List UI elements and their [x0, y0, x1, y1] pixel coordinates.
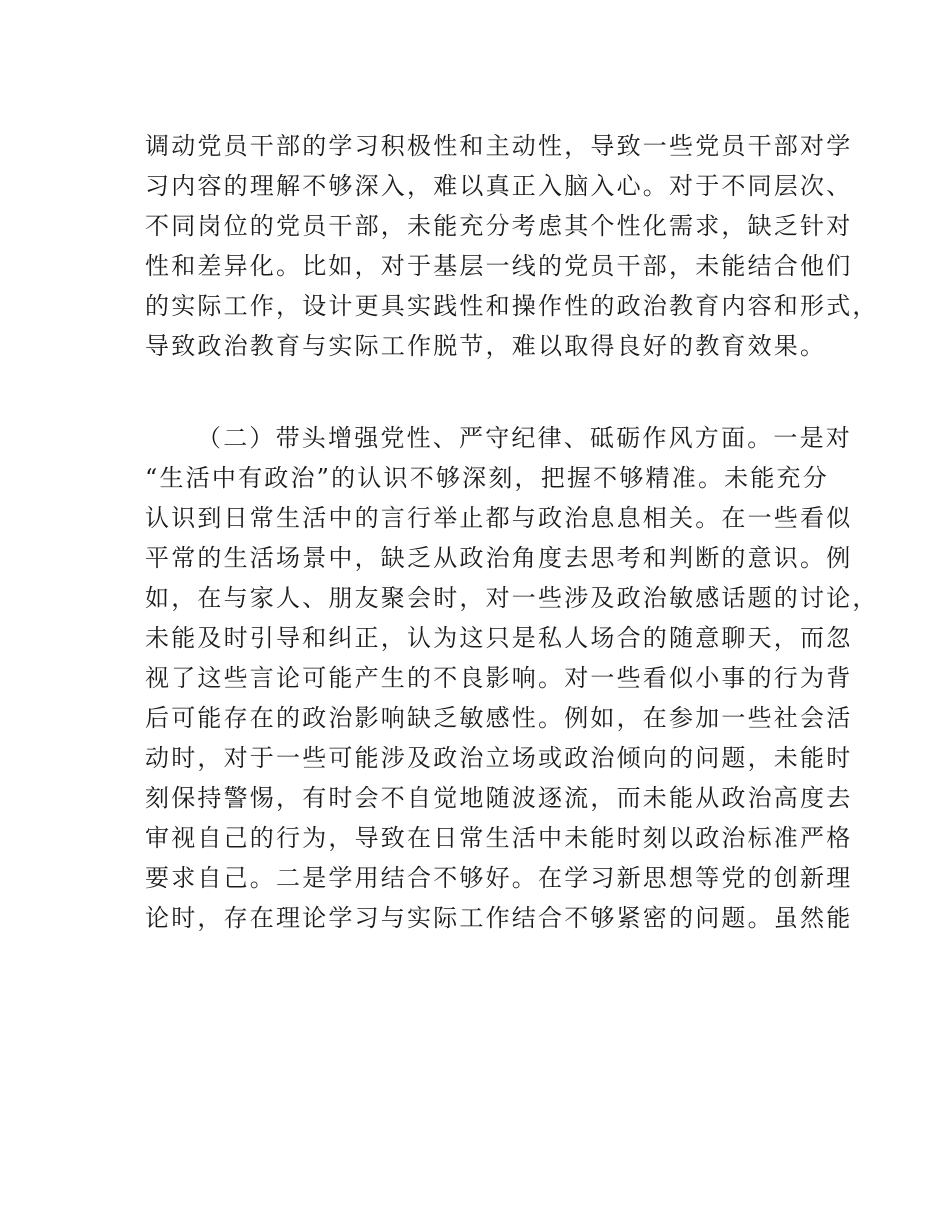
text-line: 论时，存在理论学习与实际工作结合不够紧密的问题。虽然能 [145, 904, 853, 932]
text-line: 审视自己的行为，导致在日常生活中未能时刻以政治标准严格 [145, 824, 853, 852]
text-line: 刻保持警惕，有时会不自觉地随波逐流，而未能从政治高度去 [145, 784, 853, 812]
text-line: 平常的生活场景中，缺乏从政治角度去思考和判断的意识。例 [145, 544, 853, 572]
paragraph-continuation [145, 126, 879, 366]
text-line: 认识到日常生活中的言行举止都与政治息息相关。在一些看似 [145, 504, 853, 532]
text-line: 视了这些言论可能产生的不良影响。对一些看似小事的行为背 [145, 664, 853, 692]
text-line: 调动党员干部的学习积极性和主动性，导致一些党员干部对学 [145, 132, 853, 160]
text-line: 导致政治教育与实际工作脱节，难以取得良好的教育效果。 [145, 332, 827, 360]
section-heading-line: （二）带头增强党性、严守纪律、砥砺作风方面。一是对 [197, 424, 852, 452]
text-line: 动时，对于一些可能涉及政治立场或政治倾向的问题，未能时 [145, 744, 853, 772]
paragraph-section-2 [145, 418, 879, 938]
text-line: 如，在与家人、朋友聚会时，对一些涉及政治敏感话题的讨论， [145, 584, 879, 612]
text-line: 不同岗位的党员干部，未能充分考虑其个性化需求，缺乏针对 [145, 212, 853, 240]
text-line: 未能及时引导和纠正，认为这只是私人场合的随意聊天，而忽 [145, 624, 853, 652]
text-line: 后可能存在的政治影响缺乏敏感性。例如，在参加一些社会活 [145, 704, 853, 732]
text-line: 要求自己。二是学用结合不够好。在学习新思想等党的创新理 [145, 864, 853, 892]
text-line: 性和差异化。比如，对于基层一线的党员干部，未能结合他们 [145, 252, 853, 280]
text-line: 习内容的理解不够深入，难以真正入脑入心。对于不同层次、 [145, 172, 853, 200]
text-line: “生活中有政治”的认识不够深刻，把握不够精准。未能充分 [145, 464, 829, 492]
text-line: 的实际工作，设计更具实践性和操作性的政治教育内容和形式， [145, 292, 879, 320]
